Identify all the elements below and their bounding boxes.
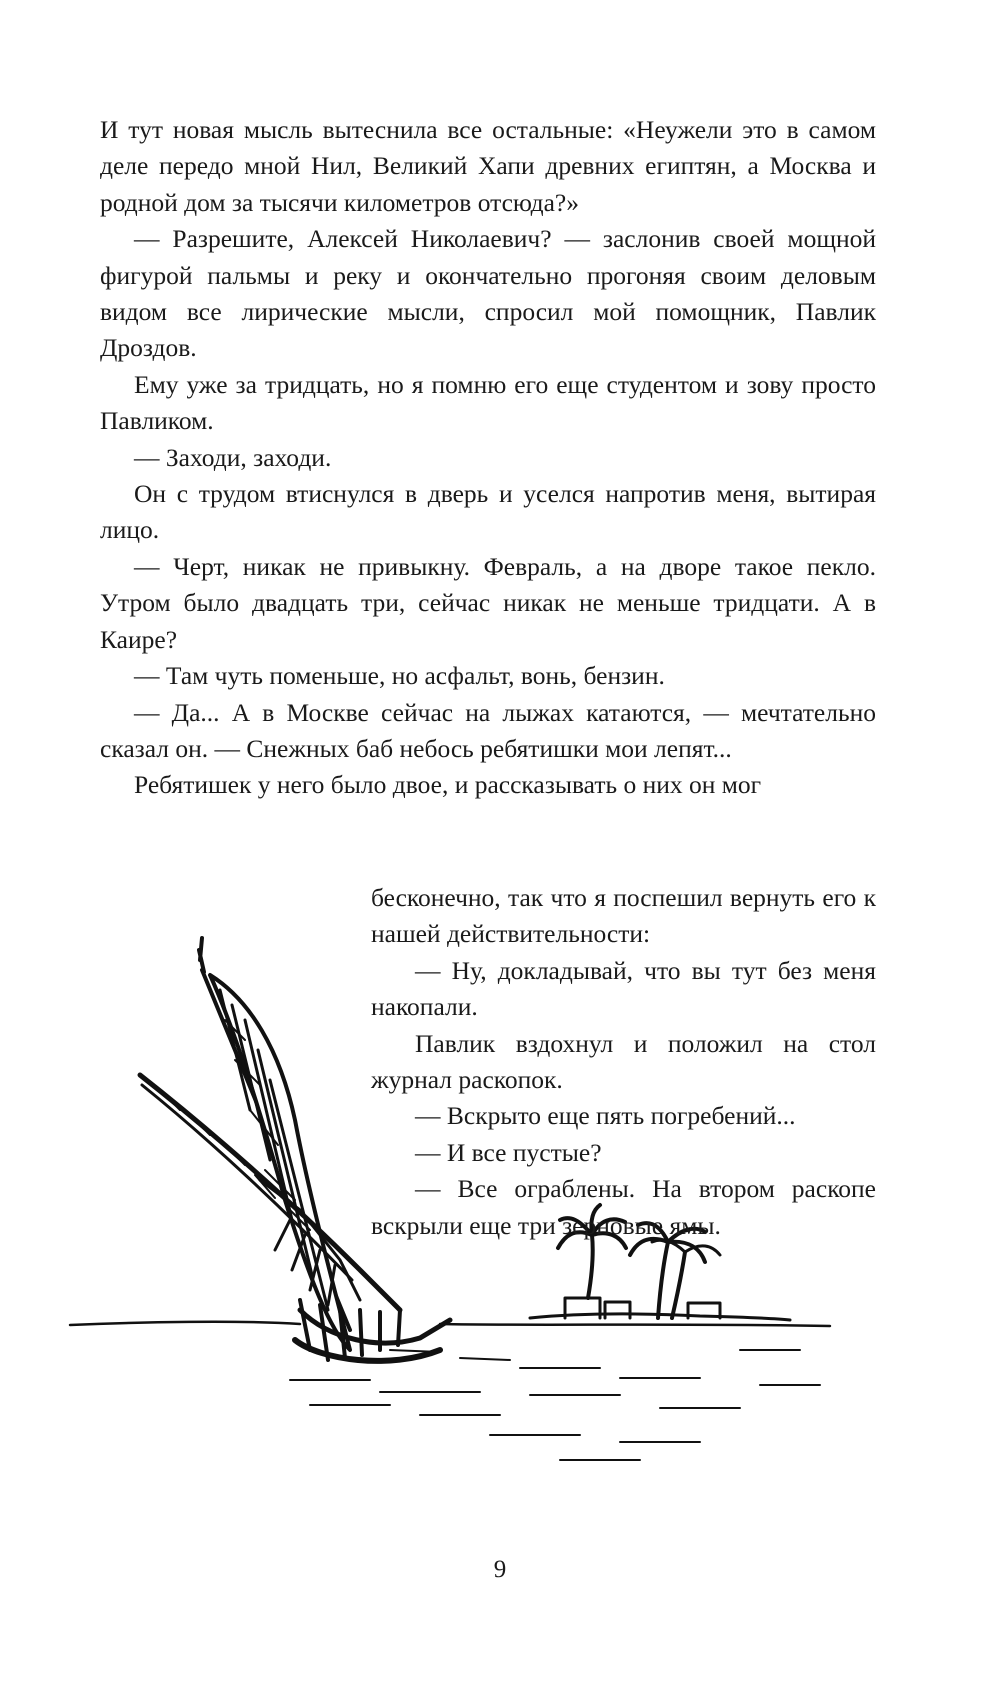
paragraph: — Там чуть поменьше, но асфальт, вонь, бензин. xyxy=(134,661,665,691)
page-number: 9 xyxy=(493,1556,507,1583)
paragraph: Павлик вздохнул и положил на стол журнал раскопок. xyxy=(371,1028,876,1095)
paragraph: — Ну, докладывай, что вы тут без меня накопали. xyxy=(371,955,876,1022)
paragraph: И тут новая мысль вытеснила все остальные: «Неужели это в самом деле передо мной Нил, Великий Хапи древних египтян, а Москва и родной дом за тысячи километров отсюда?» xyxy=(100,115,876,217)
paragraph: Он с трудом втиснулся в дверь и уселся напротив меня, вытирая лицо. xyxy=(100,479,876,545)
paragraph: — Да... А в Москве сейчас на лыжах катаются, — мечтательно сказал он. — Снежных баб небось ребятишки мои лепят... xyxy=(100,697,876,763)
paragraph: — Заходи, заходи. xyxy=(134,442,332,472)
paragraph: — И все пустые? xyxy=(415,1137,602,1167)
paragraph: Ребятишек у него было двое, и рассказывать о них он мог xyxy=(134,770,762,800)
paragraph: — Все ограблены. На втором раскопе вскрыли еще три зерновые ямы. xyxy=(371,1174,876,1240)
text-block-side xyxy=(371,880,876,1244)
paragraph: — Черт, никак не привыкну. Февраль, а на дворе такое пекло. Утром было двадцать три, сейчас никак не меньше тридцати. А в Каире? xyxy=(100,551,876,654)
paragraph: Ему уже за тридцать, но я помню его еще студентом и зову просто Павликом. xyxy=(100,369,876,436)
paragraph: бесконечно, так что я поспешил вернуть его к нашей действительности: xyxy=(371,883,876,949)
paragraph: — Вскрыто еще пять погребений... xyxy=(415,1101,796,1131)
text-block-top xyxy=(100,112,876,804)
paragraph: — Разрешите, Алексей Николаевич? — заслонив своей мощной фигурой пальмы и реку и окончательно прогоняя своим деловым видом все лирические мысли, спросил мой помощник, Павлик Дроздов. xyxy=(100,224,876,363)
